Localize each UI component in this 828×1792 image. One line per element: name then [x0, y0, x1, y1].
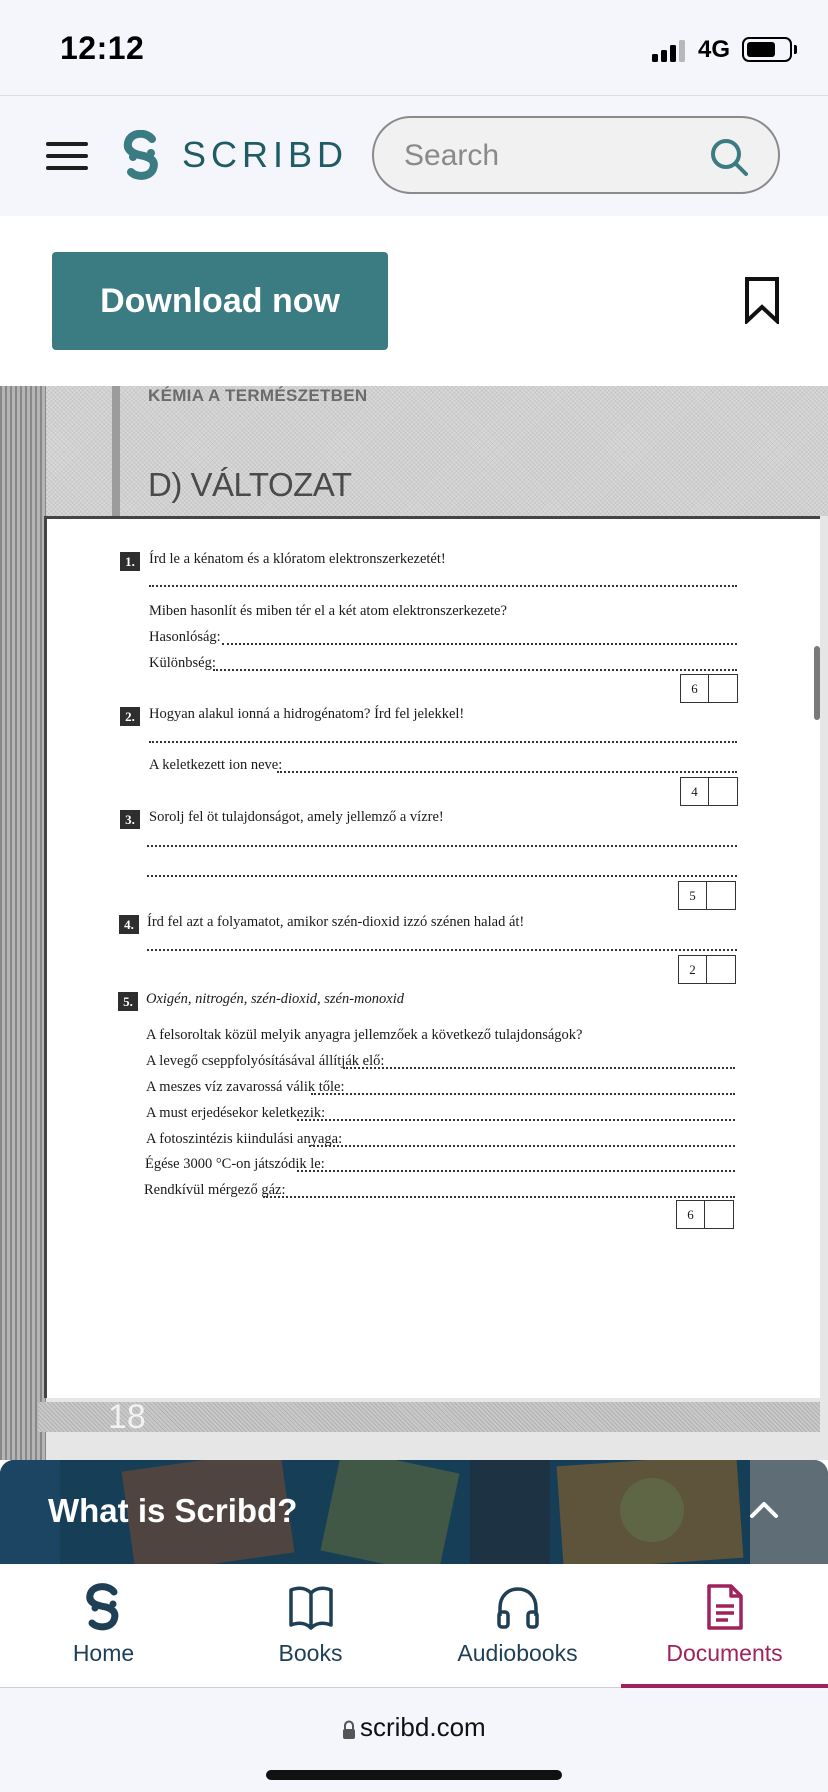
home-indicator[interactable] [266, 1770, 562, 1780]
score-box: 2 [678, 955, 736, 984]
menu-icon[interactable] [46, 142, 88, 170]
question-text: Hasonlóság: [149, 629, 221, 645]
question-text: Oxigén, nitrogén, szén-dioxid, szén-monoxid [146, 991, 404, 1007]
scribd-logo-icon [80, 1582, 128, 1632]
bookmark-icon[interactable] [744, 276, 780, 324]
document-icon [701, 1582, 749, 1632]
browser-url-bar[interactable] [0, 1688, 828, 1792]
scrollbar[interactable] [814, 646, 820, 720]
battery-icon [742, 37, 792, 62]
score-box: 5 [678, 881, 736, 910]
banner-title: What is Scribd? [48, 1492, 298, 1529]
nav-label: Home [72, 1640, 135, 1666]
question-number: 5. [118, 992, 138, 1011]
what-is-scribd-banner[interactable] [0, 1460, 828, 1564]
question-text: A fotoszintézis kiindulási anyaga: [146, 1131, 343, 1147]
lock-icon [342, 1720, 356, 1740]
nav-item-documents[interactable] [621, 1564, 828, 1688]
question-number: 2. [120, 707, 140, 726]
logo-wordmark[interactable]: SCRIBD [182, 134, 349, 175]
download-button[interactable]: Download now [52, 252, 388, 350]
question-text: Miben hasonlít és miben tér el a két atom elektronszerkezete? [149, 603, 507, 619]
document-subtitle: D) VÁLTOZAT [148, 466, 352, 503]
book-icon [287, 1582, 335, 1632]
scribd-logo-icon[interactable] [120, 130, 164, 182]
question-text: Sorolj fel öt tulajdonságot, amely jellemző a vízre! [149, 809, 444, 825]
search-icon[interactable] [708, 136, 750, 178]
document-viewer[interactable] [0, 386, 828, 1460]
question-text: Égése 3000 °C-on játszódik le: [145, 1156, 325, 1172]
question-text: A felsoroltak közül melyik anyagra jellemzőek a következő tulajdonságok? [146, 1027, 583, 1043]
signal-icon [652, 40, 690, 62]
url-text[interactable]: scribd.com [360, 1712, 486, 1742]
bottom-navigation [0, 1564, 828, 1688]
score-box: 6 [680, 674, 738, 703]
question-text: Különbség: [149, 655, 216, 671]
question-text: Rendkívül mérgező gáz: [144, 1182, 286, 1198]
document-header: KÉMIA A TERMÉSZETBEN [148, 386, 368, 405]
nav-item-home[interactable] [0, 1564, 207, 1688]
nav-item-books[interactable] [207, 1564, 414, 1688]
status-time: 12:12 [60, 30, 145, 66]
score-box: 4 [680, 777, 738, 806]
question-text: A levegő cseppfolyósításával állítják elő: [146, 1053, 385, 1069]
nav-label: Audiobooks [457, 1640, 578, 1666]
question-text: A meszes víz zavarossá válik tőle: [146, 1079, 345, 1095]
status-bar [0, 0, 828, 96]
question-number: 3. [120, 810, 140, 829]
question-text: A keletkezett ion neve: [149, 757, 283, 773]
nav-label: Books [278, 1640, 343, 1666]
nav-label: Documents [666, 1640, 783, 1666]
question-text: Írd le a kénatom és a klóratom elektronszerkezetét! [149, 551, 446, 567]
question-number: 1. [120, 552, 140, 571]
document-toolbar [0, 216, 828, 386]
search-input[interactable] [404, 136, 704, 176]
question-number: 4. [119, 915, 139, 934]
headphones-icon [494, 1582, 542, 1632]
score-box: 6 [676, 1200, 734, 1229]
question-text: Hogyan alakul ionná a hidrogénatom? Írd fel jelekkel! [149, 706, 465, 722]
question-text: A must erjedésekor keletkezik: [146, 1105, 326, 1121]
search-bar[interactable] [372, 116, 780, 194]
page-number: 18 [108, 1398, 146, 1436]
question-text: Írd fel azt a folyamatot, amikor szén-dioxid izzó szénen halad át! [147, 914, 525, 930]
nav-item-audiobooks[interactable] [414, 1564, 621, 1688]
app-header [0, 96, 828, 216]
network-type: 4G [698, 36, 731, 63]
document-page [44, 516, 820, 1398]
chevron-up-icon[interactable] [748, 1498, 780, 1522]
